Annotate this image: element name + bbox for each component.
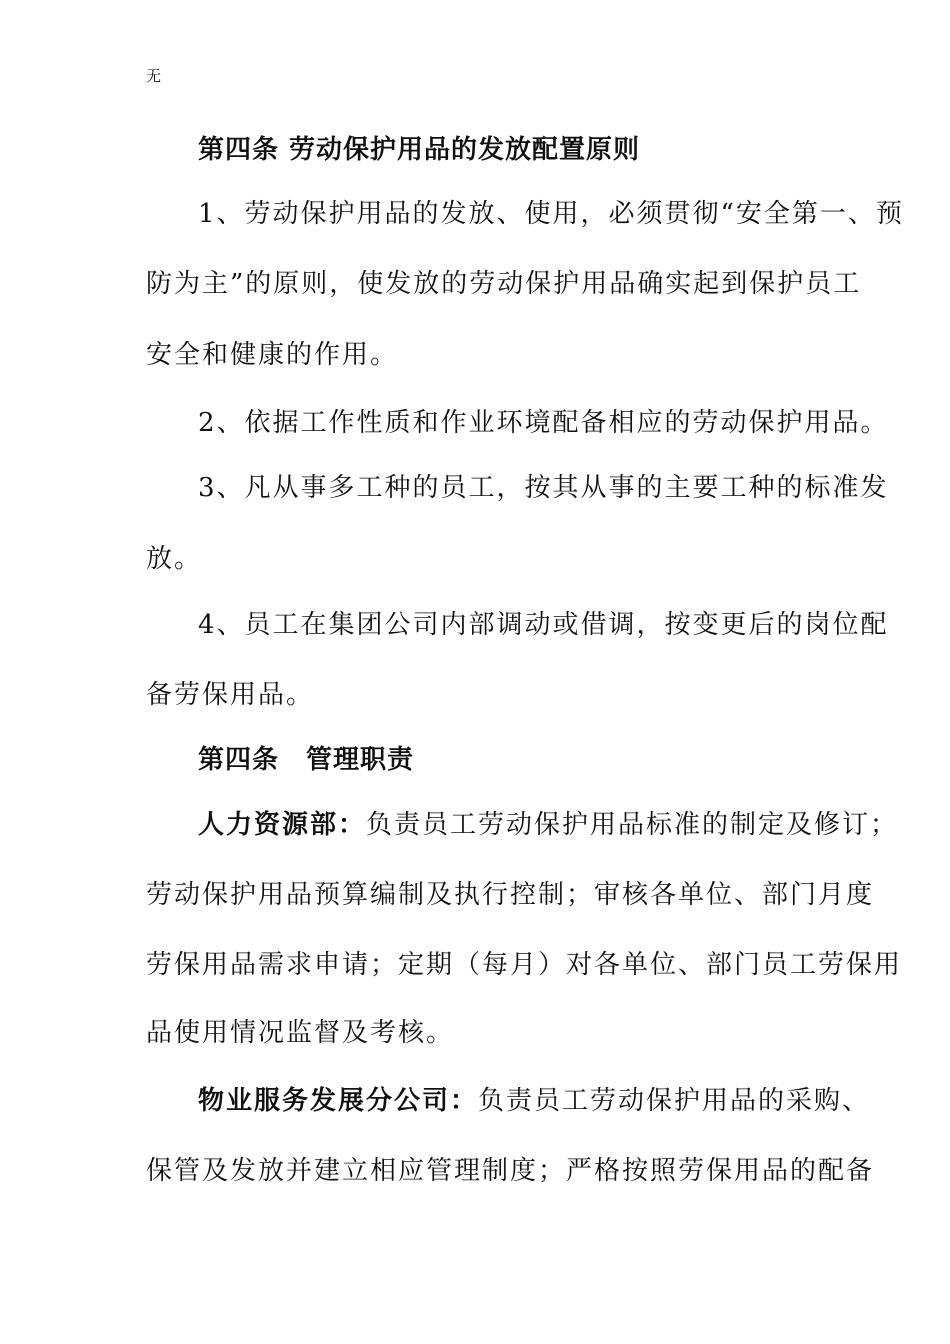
paragraph-text: 负责员工劳动保护用品标准的制定及修订；: [366, 810, 899, 840]
section-heading-distribution: 第四条 劳动保护用品的发放配置原则: [198, 135, 641, 165]
paragraph-line: 劳动保护用品预算编制及执行控制；审核各单位、部门月度: [146, 880, 875, 910]
paragraph-line: 4、员工在集团公司内部调动或借调，按变更后的岗位配: [198, 610, 889, 640]
paragraph-line-property: [198, 1085, 870, 1117]
paragraph-line: 安全和健康的作用。: [146, 340, 399, 370]
paragraph-line: 品使用情况监督及考核。: [146, 1018, 455, 1048]
paragraph-line: 防为主”的原则，使发放的劳动保护用品确实起到保护员工: [146, 269, 862, 299]
lead-term-property: 物业服务发展分公司：: [198, 1086, 479, 1116]
paragraph-line: 保管及发放并建立相应管理制度；严格按照劳保用品的配备: [146, 1156, 875, 1186]
paragraph-line: 2、依据工作性质和作业环境配备相应的劳动保护用品。: [198, 408, 889, 438]
header-text: 无: [146, 67, 162, 85]
paragraph-line-hr: [198, 809, 898, 841]
paragraph-line: 3、凡从事多工种的员工，按其从事的主要工种的标准发: [198, 473, 889, 503]
paragraph-line: 放。: [146, 544, 203, 574]
paragraph-line: 1、劳动保护用品的发放、使用，必须贯彻“安全第一、预: [198, 199, 904, 229]
paragraph-text: 负责员工劳动保护用品的采购、: [478, 1086, 871, 1116]
lead-term-hr: 人力资源部：: [198, 810, 367, 840]
paragraph-line: 备劳保用品。: [146, 680, 315, 710]
paragraph-line: 劳保用品需求申请；定期（每月）对各单位、部门员工劳保用: [146, 950, 903, 980]
section-heading-responsibilities: 第四条 管理职责: [198, 745, 415, 775]
